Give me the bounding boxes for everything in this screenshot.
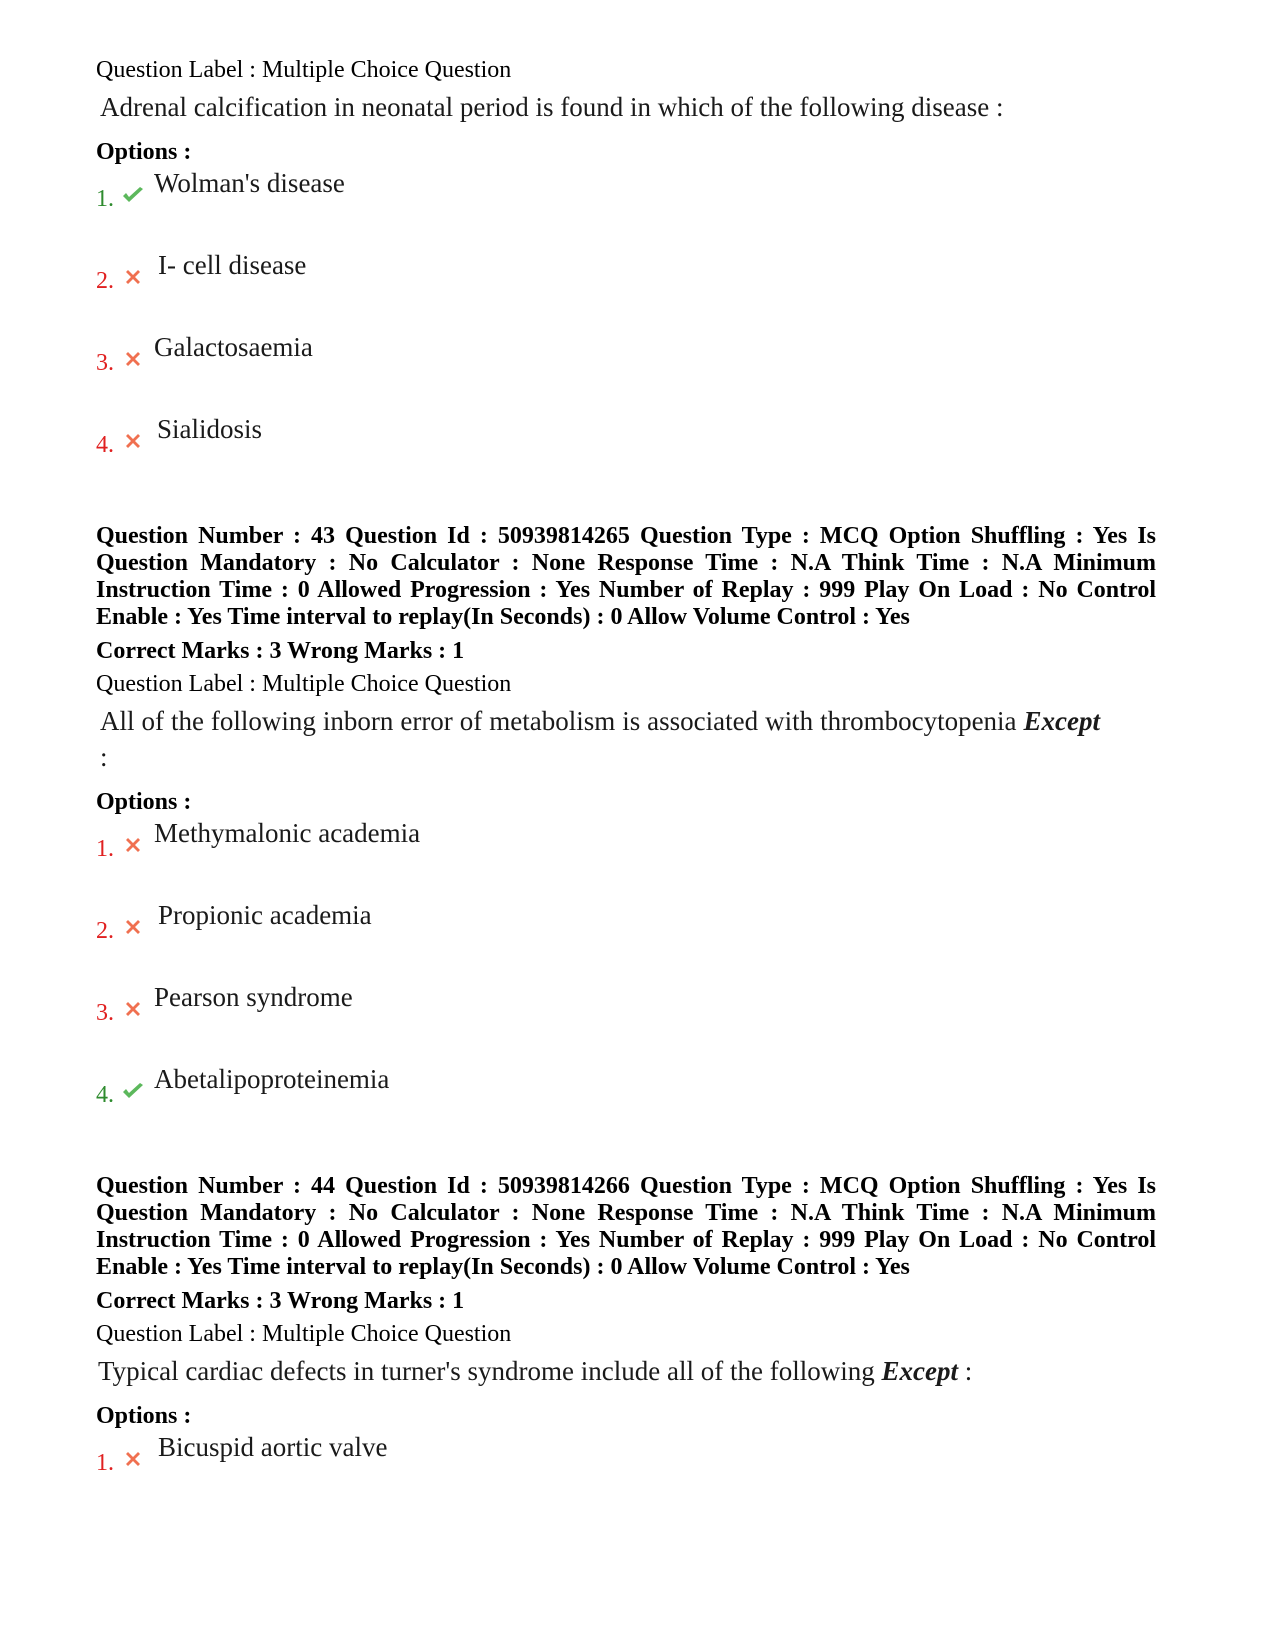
option-number: 1. — [96, 1450, 114, 1476]
question-text-suffix: : — [100, 742, 108, 772]
option-number: 3. — [96, 1000, 114, 1026]
question-text-emphasis: Except — [1023, 706, 1101, 736]
option-number: 2. — [96, 268, 114, 294]
option-1 — [96, 1431, 1176, 1513]
cross-icon — [121, 1447, 145, 1471]
option-text: Propionic academia — [158, 900, 372, 930]
question-label: Question Label : Multiple Choice Question — [96, 1321, 512, 1347]
options-heading: Options : — [96, 139, 192, 165]
option-2 — [96, 899, 1176, 981]
option-3 — [96, 981, 1176, 1063]
document-page — [96, 55, 1176, 1513]
question-block-44 — [96, 1173, 1176, 1513]
check-icon — [121, 183, 145, 207]
option-4 — [96, 1063, 1176, 1145]
options-heading: Options : — [96, 789, 192, 815]
question-label: Question Label : Multiple Choice Question — [96, 671, 512, 697]
option-text: Bicuspid aortic valve — [158, 1432, 388, 1462]
option-2 — [96, 249, 1176, 331]
question-text-emphasis: Except — [881, 1356, 958, 1386]
options-heading: Options : — [96, 1403, 192, 1429]
cross-icon — [121, 997, 145, 1021]
option-text: Sialidosis — [157, 414, 263, 444]
question-meta: Question Number : 43 Question Id : 50939814265 Question Type : MCQ Option Shuffling : Yes Is Question Mandatory : No Calculator : None Response Time : N.A Think Time : N.A Minimum Instruction Time : 0 Allowed Progression : Yes Number of Replay : 999 Play On Load : No Control Enable : Yes Time interval to replay(In Seconds) : 0 Allow Volume Control : Yes — [96, 523, 1156, 630]
options-list — [96, 167, 1176, 495]
option-4 — [96, 413, 1176, 495]
question-text-suffix: : — [957, 1356, 973, 1386]
option-number: 4. — [96, 1082, 114, 1108]
option-number: 1. — [96, 836, 114, 862]
question-label: Question Label : Multiple Choice Question — [96, 57, 512, 83]
question-marks: Correct Marks : 3 Wrong Marks : 1 — [96, 1288, 465, 1314]
option-3 — [96, 331, 1176, 413]
option-1 — [96, 817, 1176, 899]
question-text: Adrenal calcification in neonatal period is found in which of the following disease : — [100, 92, 1004, 122]
option-number: 3. — [96, 350, 114, 376]
cross-icon — [121, 833, 145, 857]
question-text — [100, 703, 1100, 775]
question-text-main: All of the following inborn error of metabolism is associated with thrombocytopenia — [100, 706, 1017, 736]
options-list — [96, 817, 1176, 1145]
cross-icon — [121, 347, 145, 371]
option-text: Methymalonic academia — [154, 818, 421, 848]
option-text: Galactosaemia — [154, 332, 313, 362]
cross-icon — [121, 915, 145, 939]
cross-icon — [121, 265, 145, 289]
question-marks: Correct Marks : 3 Wrong Marks : 1 — [96, 638, 465, 664]
option-text: Pearson syndrome — [154, 982, 353, 1012]
cross-icon — [121, 429, 145, 453]
check-icon — [121, 1079, 145, 1103]
option-text: Wolman's disease — [154, 168, 345, 198]
question-block-43 — [96, 523, 1176, 1145]
option-text: Abetalipoproteinemia — [154, 1064, 390, 1094]
option-number: 1. — [96, 186, 114, 212]
question-text — [98, 1353, 1176, 1389]
option-number: 2. — [96, 918, 114, 944]
question-text-main: Typical cardiac defects in turner's syndrome include all of the following — [98, 1356, 875, 1386]
question-block-1 — [96, 55, 1176, 495]
option-text: I- cell disease — [158, 250, 307, 280]
option-number: 4. — [96, 432, 114, 458]
option-1 — [96, 167, 1176, 249]
question-meta: Question Number : 44 Question Id : 50939814266 Question Type : MCQ Option Shuffling : Yes Is Question Mandatory : No Calculator : None Response Time : N.A Think Time : N.A Minimum Instruction Time : 0 Allowed Progression : Yes Number of Replay : 999 Play On Load : No Control Enable : Yes Time interval to replay(In Seconds) : 0 Allow Volume Control : Yes — [96, 1173, 1156, 1280]
options-list — [96, 1431, 1176, 1513]
